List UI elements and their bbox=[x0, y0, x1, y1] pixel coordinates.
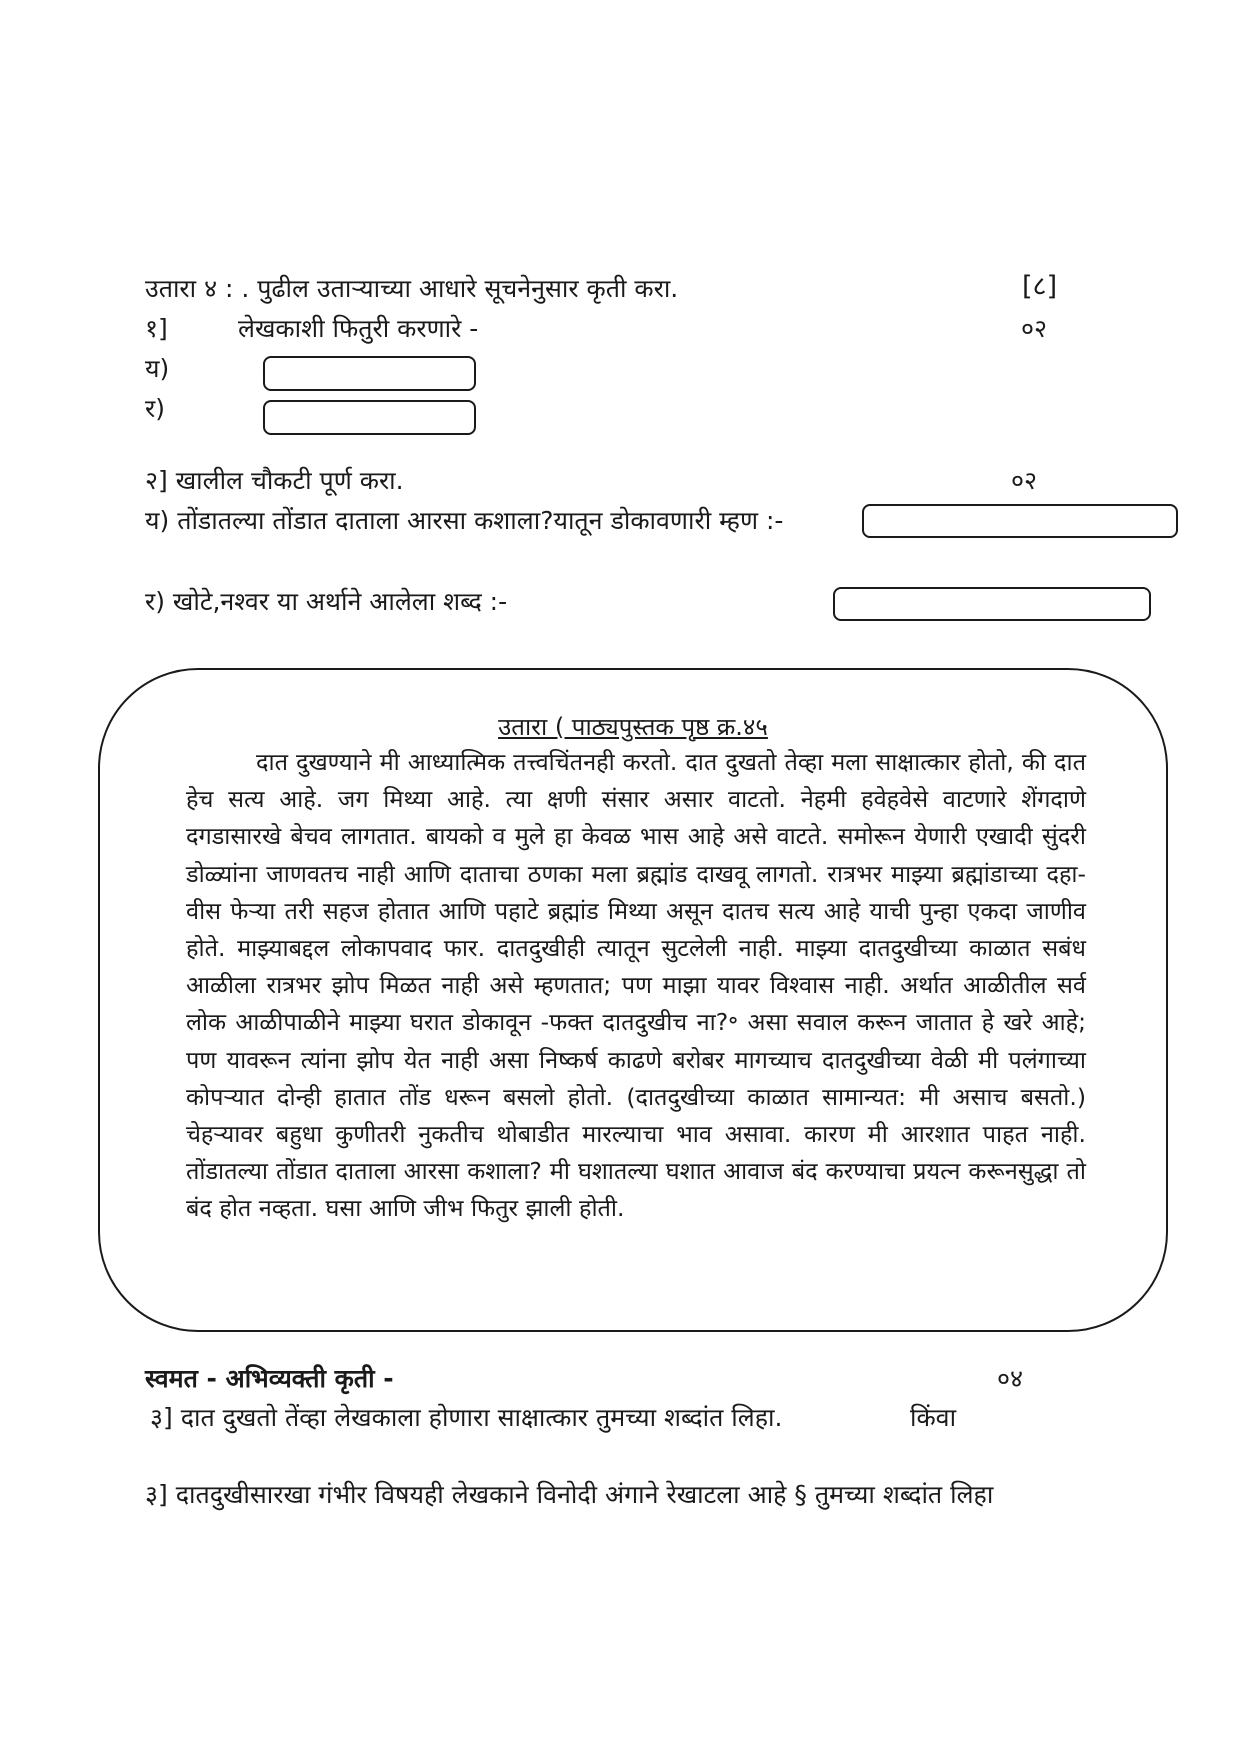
q3a-text: ३] दात दुखतो तेंव्हा लेखकाला होणारा साक्षात्कार तुमच्या शब्दांत लिहा. bbox=[150, 1403, 783, 1432]
q2-b-text: र) खोटे,नश्वर या अर्थाने आलेला शब्द :- bbox=[145, 587, 508, 616]
q2-b-answer-box[interactable] bbox=[833, 587, 1151, 621]
passage-box bbox=[98, 668, 1168, 1332]
opinion-marks: ०४ bbox=[997, 1364, 1024, 1393]
passage-body: दात दुखण्याने मी आध्यात्मिक तत्त्वचिंतनही करतो. दात दुखतो तेव्हा मला साक्षात्कार होतो, की दात हेच सत्य आहे. जग मिथ्या आहे. त्या क्षणी संसार असार वाटतो. नेहमी हवेहवेसे वाटणारे शेंगदाणे दगडासारखे बेचव लागतात. बायको व मुले हा केवळ भास आहे असे वाटते. समोरून येणारी एखादी सुंदरी डोळ्यांना जाणवतच नाही आणि दाताचा ठणका मला ब्रह्मांड दाखवू लागतो. रात्रभर माझ्या ब्रह्मांडाच्या दहा-वीस फेऱ्या तरी सहज होतात आणि पहाटे ब्रह्मांड मिथ्या असून दातच सत्य आहे याची पुन्हा एकदा जाणीव होते. माझ्याबद्दल लोकापवाद फार. दातदुखीही त्यातून सुटलेली नाही. माझ्या दातदुखीच्या काळात सबंध आळीला रात्रभर झोप मिळत नाही असे म्हणतात; पण माझा यावर विश्वास नाही. अर्थात आळीतील सर्व लोक आळीपाळीने माझ्या घरात डोकावून -फक्त दातदुखीच ना?॰ असा सवाल करून जातात हे खरे आहे; पण यावरून त्यांना झोप येत नाही असा निष्कर्ष काढणे बरोबर मागच्याच दातदुखीच्या वेळी मी पलंगाच्या कोपऱ्यात दोन्ही हातात तोंड धरून बसलो होतो. (दातदुखीच्या काळात सामान्यत: मी असाच बसतो.) चेहऱ्यावर बहुधा कुणीतरी नुकतीच थोबाडीत मारल्याचा भाव असावा. कारण मी आरशात पाहत नाही. तोंडातल्या तोंडात दाताला आरसा कशाला? मी घशातल्या घशात आवाज बंद करण्याचा प्रयत्न करूनसुद्धा तो बंद होत नव्हता. घसा आणि जीभ फितुर झाली होती. bbox=[186, 748, 1086, 1223]
q1-answer-box-b[interactable] bbox=[263, 400, 476, 435]
q1-text: लेखकाशी फितुरी करणारे - bbox=[238, 314, 479, 343]
or-label: किंवा bbox=[910, 1403, 957, 1432]
q3b-text: ३] दातदुखीसारखा गंभीर विषयही लेखकाने विनोदी अंगाने रेखाटला आहे § तुमच्या शब्दांत लिहा bbox=[145, 1480, 994, 1509]
q2-a-text: य) तोंडातल्या तोंडात दाताला आरसा कशाला?यातून डोकावणारी म्हण :- bbox=[145, 506, 784, 535]
q1-option-a-label: य) bbox=[145, 354, 170, 383]
q1-answer-box-a[interactable] bbox=[263, 356, 476, 391]
passage-title: उतारा ( पाठ्यपुस्तक पृष्ठ क्र.४५ bbox=[498, 713, 768, 741]
question-title: उतारा ४ : . पुढील उताऱ्याच्या आधारे सूचनेनुसार कृती करा. bbox=[145, 274, 679, 303]
q1-number: १] bbox=[145, 314, 168, 343]
q2-a-answer-box[interactable] bbox=[862, 504, 1178, 538]
opinion-heading: स्वमत - अभिव्यक्ती कृती - bbox=[145, 1364, 394, 1393]
q2-marks: ०२ bbox=[1011, 466, 1038, 495]
q1-marks: ०२ bbox=[1021, 314, 1048, 343]
total-marks: [८] bbox=[1022, 271, 1058, 302]
q1-option-b-label: र) bbox=[145, 394, 165, 423]
q2-text: २] खालील चौकटी पूर्ण करा. bbox=[145, 466, 404, 495]
